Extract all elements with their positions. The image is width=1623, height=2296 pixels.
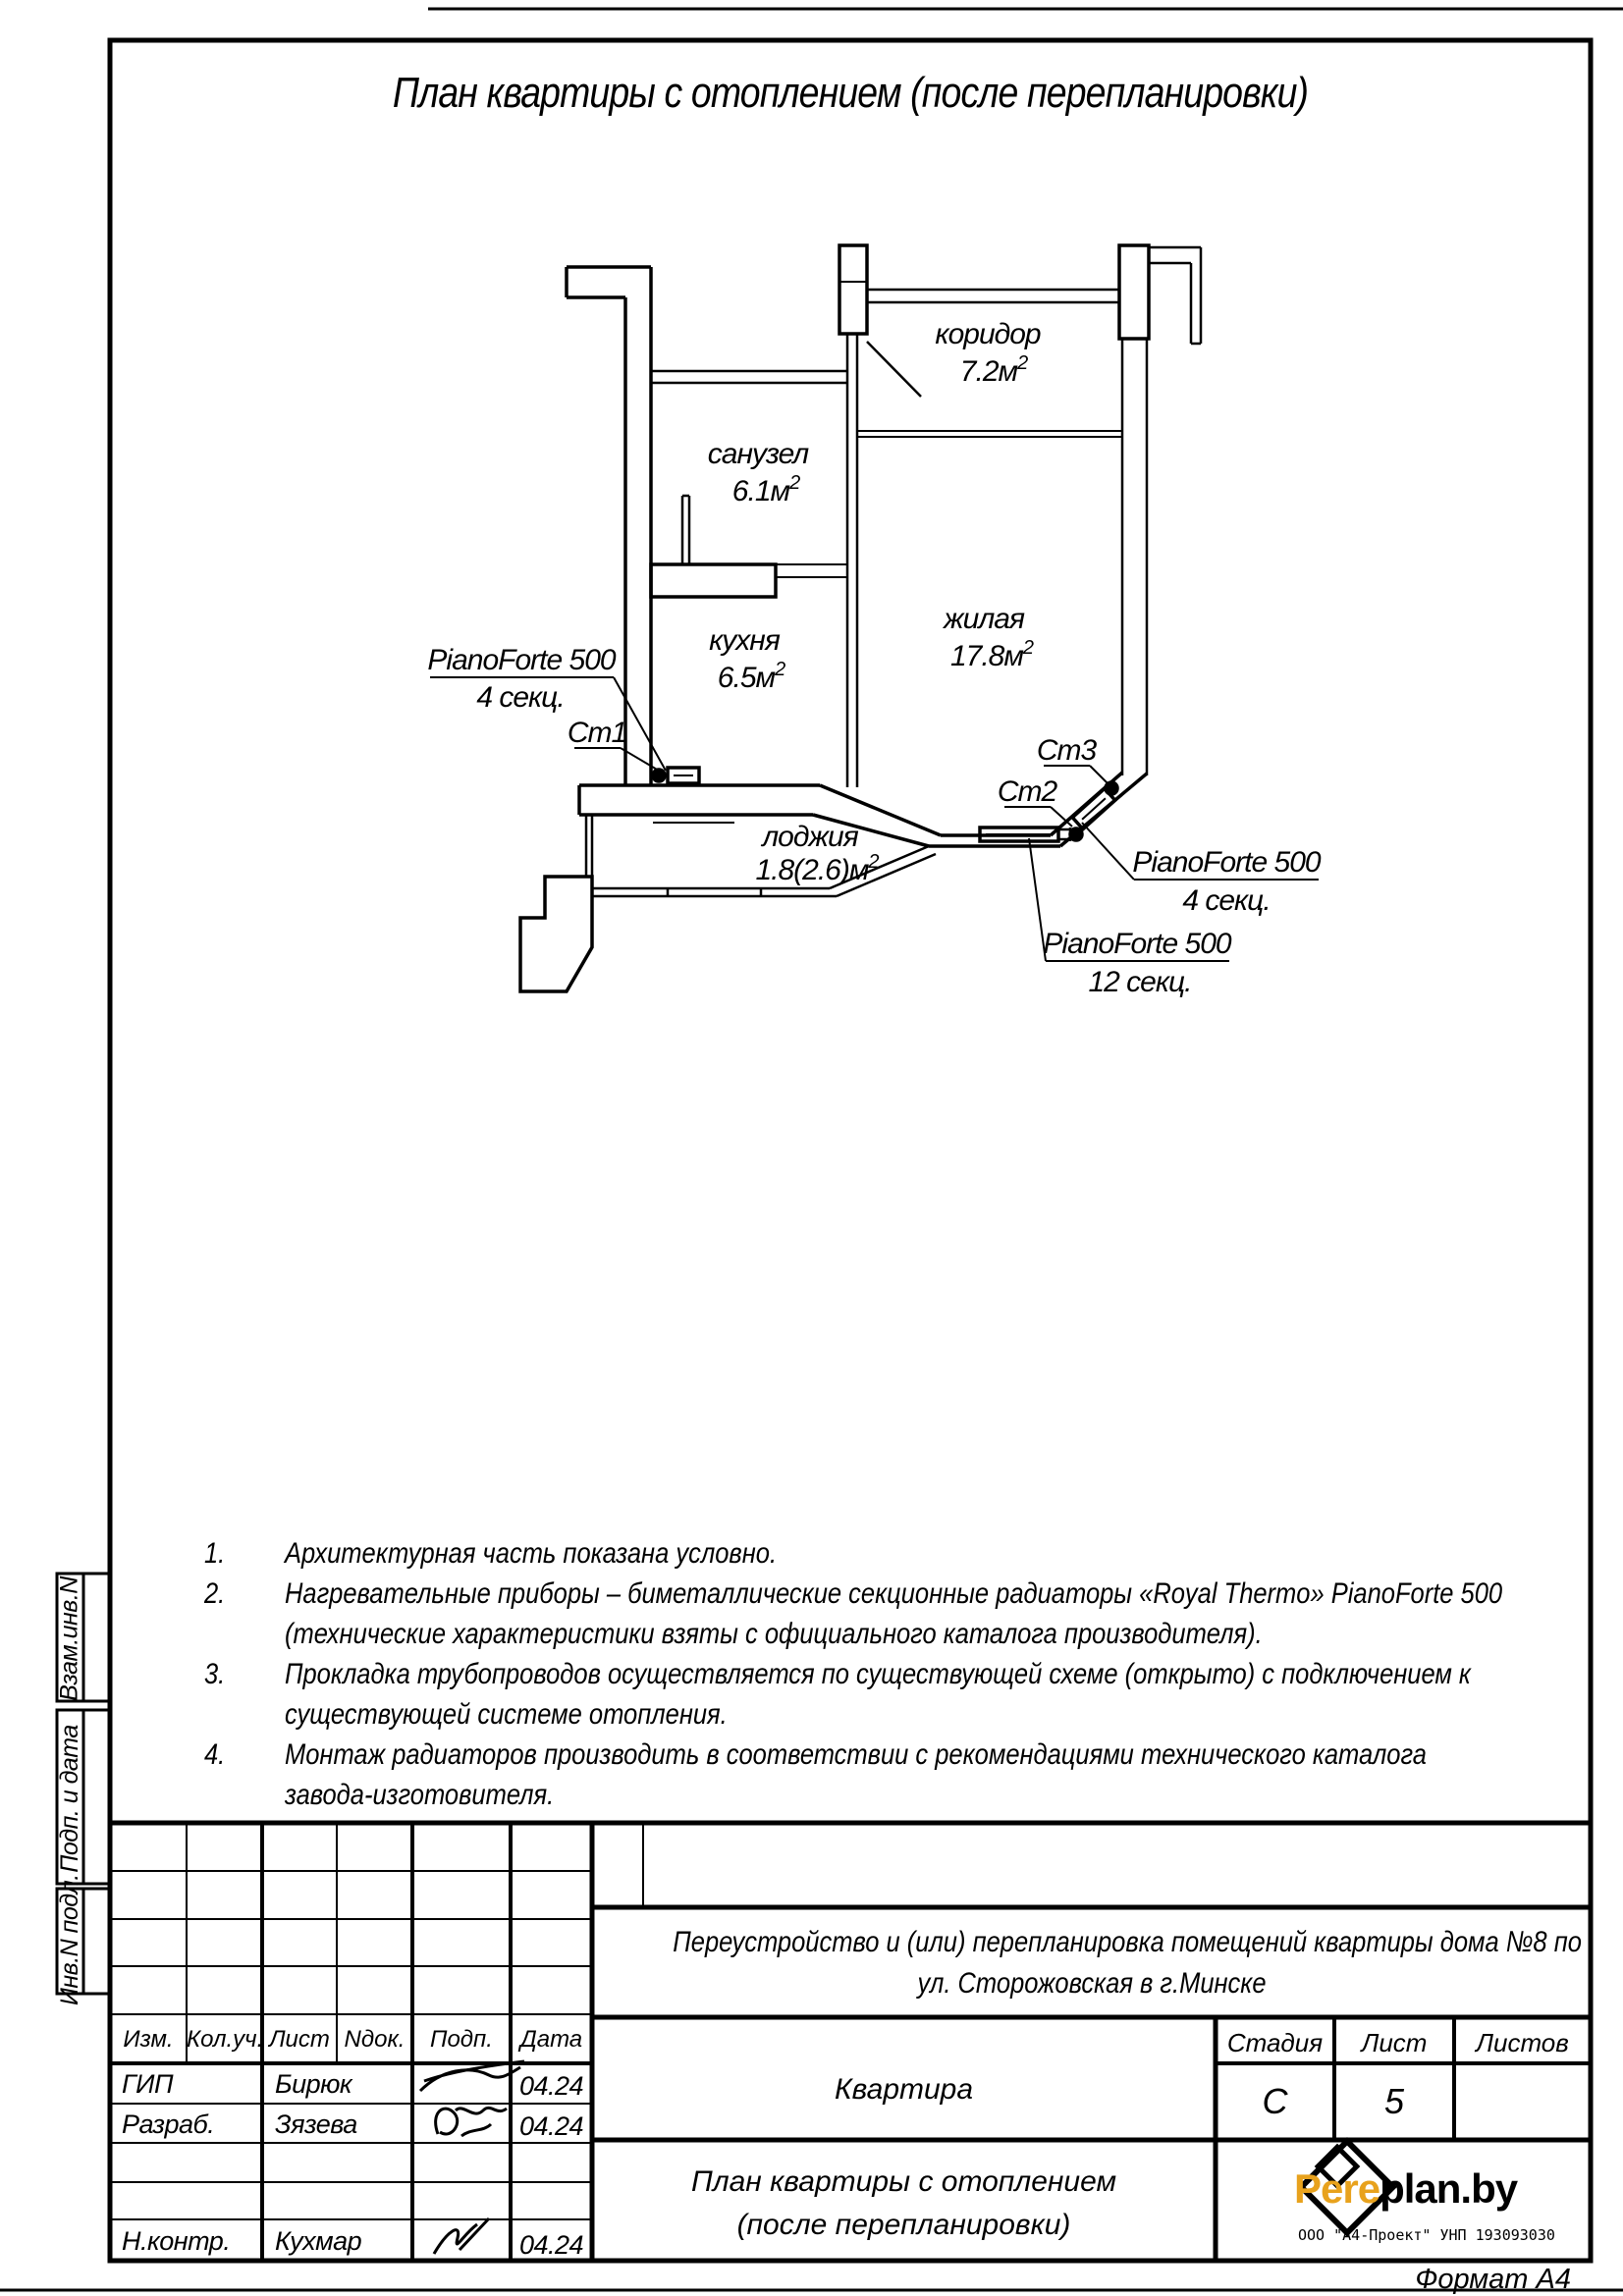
wall-corridor-living-divider (857, 431, 1122, 437)
wall-sanuzel-bottom-block (651, 564, 776, 597)
radiator-st1 (653, 768, 699, 783)
callout-riser2: Ст2 (997, 775, 1057, 808)
drawing-title-line1: План квартиры с отоплением (690, 2165, 1117, 2198)
wall-corridor-top (867, 290, 1119, 302)
sig-date-razrab: 04.24 (518, 2111, 584, 2141)
sheet-header: Лист (1361, 2028, 1428, 2057)
door-swing-entry (867, 342, 921, 397)
logo-part2: plan.by (1380, 2165, 1518, 2212)
svg-text:1.8(2.6)м2 (755, 851, 879, 886)
callout-riser1: Ст1 (567, 717, 627, 749)
logo-subline: ООО "А4-Проект" УНП 193093030 (1298, 2226, 1555, 2244)
note-text: существующей системе отопления. (285, 1698, 728, 1731)
sheet-title: План квартиры с отоплением (после перепланировки) (392, 69, 1309, 117)
svg-text:Ст3 (1037, 734, 1098, 767)
radiator-st3 (1072, 782, 1117, 829)
svg-text:коридор (935, 318, 1040, 350)
svg-text:17.8м2 (950, 637, 1034, 672)
svg-text:Ст2 (998, 775, 1058, 808)
svg-text:6.5м2 (718, 659, 785, 694)
sig-date-gip: 04.24 (518, 2071, 584, 2101)
room-area-sup: 2 (868, 851, 879, 873)
room-area-sup: 2 (775, 659, 785, 680)
wall-sanuzel-partition (682, 496, 689, 564)
rev-header-podp: Подп. (430, 2026, 493, 2053)
svg-text:санузел (708, 438, 809, 470)
sig-name-razrab: Зязева (275, 2109, 357, 2139)
callout-lines (430, 677, 1319, 961)
note-number: 1. (204, 1537, 226, 1570)
svg-text:Ст1 (568, 717, 626, 749)
wall-right (1122, 339, 1147, 775)
svg-text:жилая (942, 603, 1025, 635)
format-label: Формат А4 (1415, 2264, 1571, 2295)
rev-header-koluch: Кол.уч. (187, 2026, 264, 2053)
room-area-sup: 2 (1022, 637, 1034, 659)
callout-radiator-bottom-sections: 12 секц. (1088, 966, 1192, 998)
signature-razrab (436, 2108, 507, 2136)
side-stamp-label-podp-data: Подп. и дата (56, 1725, 83, 1873)
radiator-st2 (980, 828, 1082, 841)
callout-riser3: Ст3 (1036, 734, 1097, 767)
logo-part1: Pere (1294, 2165, 1380, 2212)
callout-radiator-right-sections: 4 секц. (1182, 884, 1271, 917)
wall-balcony-block (520, 877, 592, 991)
note-number: 3. (204, 1658, 226, 1690)
note-text: завода-изготовителя. (285, 1779, 555, 1811)
rev-header-data: Дата (519, 2026, 583, 2053)
svg-text:4 секц. (476, 681, 564, 714)
side-stamp-label-inv: Инв.N подл. (56, 1874, 83, 2005)
svg-text:лоджия (760, 821, 859, 853)
wall-sanuzel-top (651, 371, 847, 383)
side-stamp-label-vzam: Взам.инв.N (55, 1576, 83, 1701)
room-area-kuhnya: 6.5м (717, 662, 776, 694)
wall-sanuzel-bottom-thin (776, 564, 847, 577)
wall-entry-stub (839, 245, 867, 334)
wall-kitchen-bottom-band (579, 785, 820, 815)
callout-radiator-bottom-model: PianoForte 500 (1043, 928, 1231, 960)
note-number: 4. (204, 1738, 226, 1771)
rev-header-izm: Изм. (123, 2026, 174, 2053)
wall-jut-topright (1149, 247, 1201, 344)
note-number: 2. (204, 1577, 226, 1610)
project-description-line1: Переустройство и (или) перепланировка помещений квартиры дома №8 по (673, 1926, 1582, 1958)
svg-text:7.2м2 (960, 352, 1028, 388)
callout-radiator-left-model: PianoForte 500 (427, 644, 616, 676)
wall-left (567, 267, 651, 785)
note-text: (технические характеристики взяты с официального каталога производителя). (285, 1618, 1263, 1650)
sig-name-gip: Бирюк (275, 2069, 352, 2099)
callout-radiator-left-sections: 4 секц. (476, 681, 565, 714)
sig-role-razrab: Разраб. (122, 2109, 215, 2139)
rev-header-ndok: Nдок. (344, 2026, 406, 2053)
room-area-zhilaya: 17.8м (949, 640, 1023, 672)
svg-text:PianoForte 500 (1043, 928, 1231, 960)
svg-text:PianoForte 500 (427, 644, 616, 676)
callout-radiator-right-model: PianoForte 500 (1132, 846, 1321, 879)
room-label-kuhnya: кухня (709, 624, 780, 657)
floor-plan (373, 187, 1375, 1070)
object-label: Квартира (834, 2073, 974, 2106)
room-area-sup: 2 (789, 472, 800, 494)
room-label-lodzhiya: лоджия (762, 821, 858, 853)
room-area-sanuzel: 6.1м (731, 475, 790, 507)
room-area-sup: 2 (1017, 352, 1028, 374)
stage-value: С (1262, 2081, 1288, 2121)
svg-text:PianoForte 500 (1132, 846, 1321, 879)
rev-header-list: Лист (269, 2026, 330, 2053)
note-text: Прокладка трубопроводов осуществляется по существующей схеме (открыто) с подключением к (285, 1658, 1471, 1690)
sig-role-nkontr: Н.контр. (122, 2226, 231, 2256)
sheet-value: 5 (1383, 2081, 1405, 2121)
note-text: Нагревательные приборы – биметаллические секционные радиаторы «Royal Thermo» PianoForte 500 (285, 1577, 1503, 1610)
sig-name-nkontr: Кухмар (275, 2226, 362, 2256)
stage-header: Стадия (1226, 2028, 1324, 2057)
wall-column-topright (1119, 245, 1149, 339)
note-text: Монтаж радиаторов производить в соответствии с рекомендациями технического каталога (285, 1738, 1427, 1771)
room-label-zhilaya: жилая (944, 603, 1024, 635)
sig-role-gip: ГИП (122, 2069, 174, 2099)
room-area-lodzhiya: 1.8(2.6)м (755, 854, 869, 886)
room-label-koridor: коридор (935, 318, 1041, 350)
wall-kitchen-divider (847, 334, 857, 787)
svg-text:кухня (709, 624, 781, 657)
drawing-title-line2: (после перепланировки) (736, 2209, 1071, 2241)
sig-date-nkontr: 04.24 (518, 2230, 584, 2260)
note-text: Архитектурная часть показана условно. (285, 1537, 778, 1570)
room-label-sanuzel: санузел (707, 438, 809, 470)
logo-wordmark (1294, 2165, 1517, 2213)
svg-text:6.1м2 (732, 472, 800, 507)
svg-text:4 секц. (1182, 884, 1270, 917)
signature-nkontr (434, 2218, 489, 2254)
room-area-koridor: 7.2м (959, 355, 1018, 388)
project-description-line2: ул. Сторожовская в г.Минске (917, 1967, 1267, 2000)
sheets-header: Листов (1476, 2028, 1569, 2057)
svg-text:12 секц. (1088, 966, 1191, 998)
